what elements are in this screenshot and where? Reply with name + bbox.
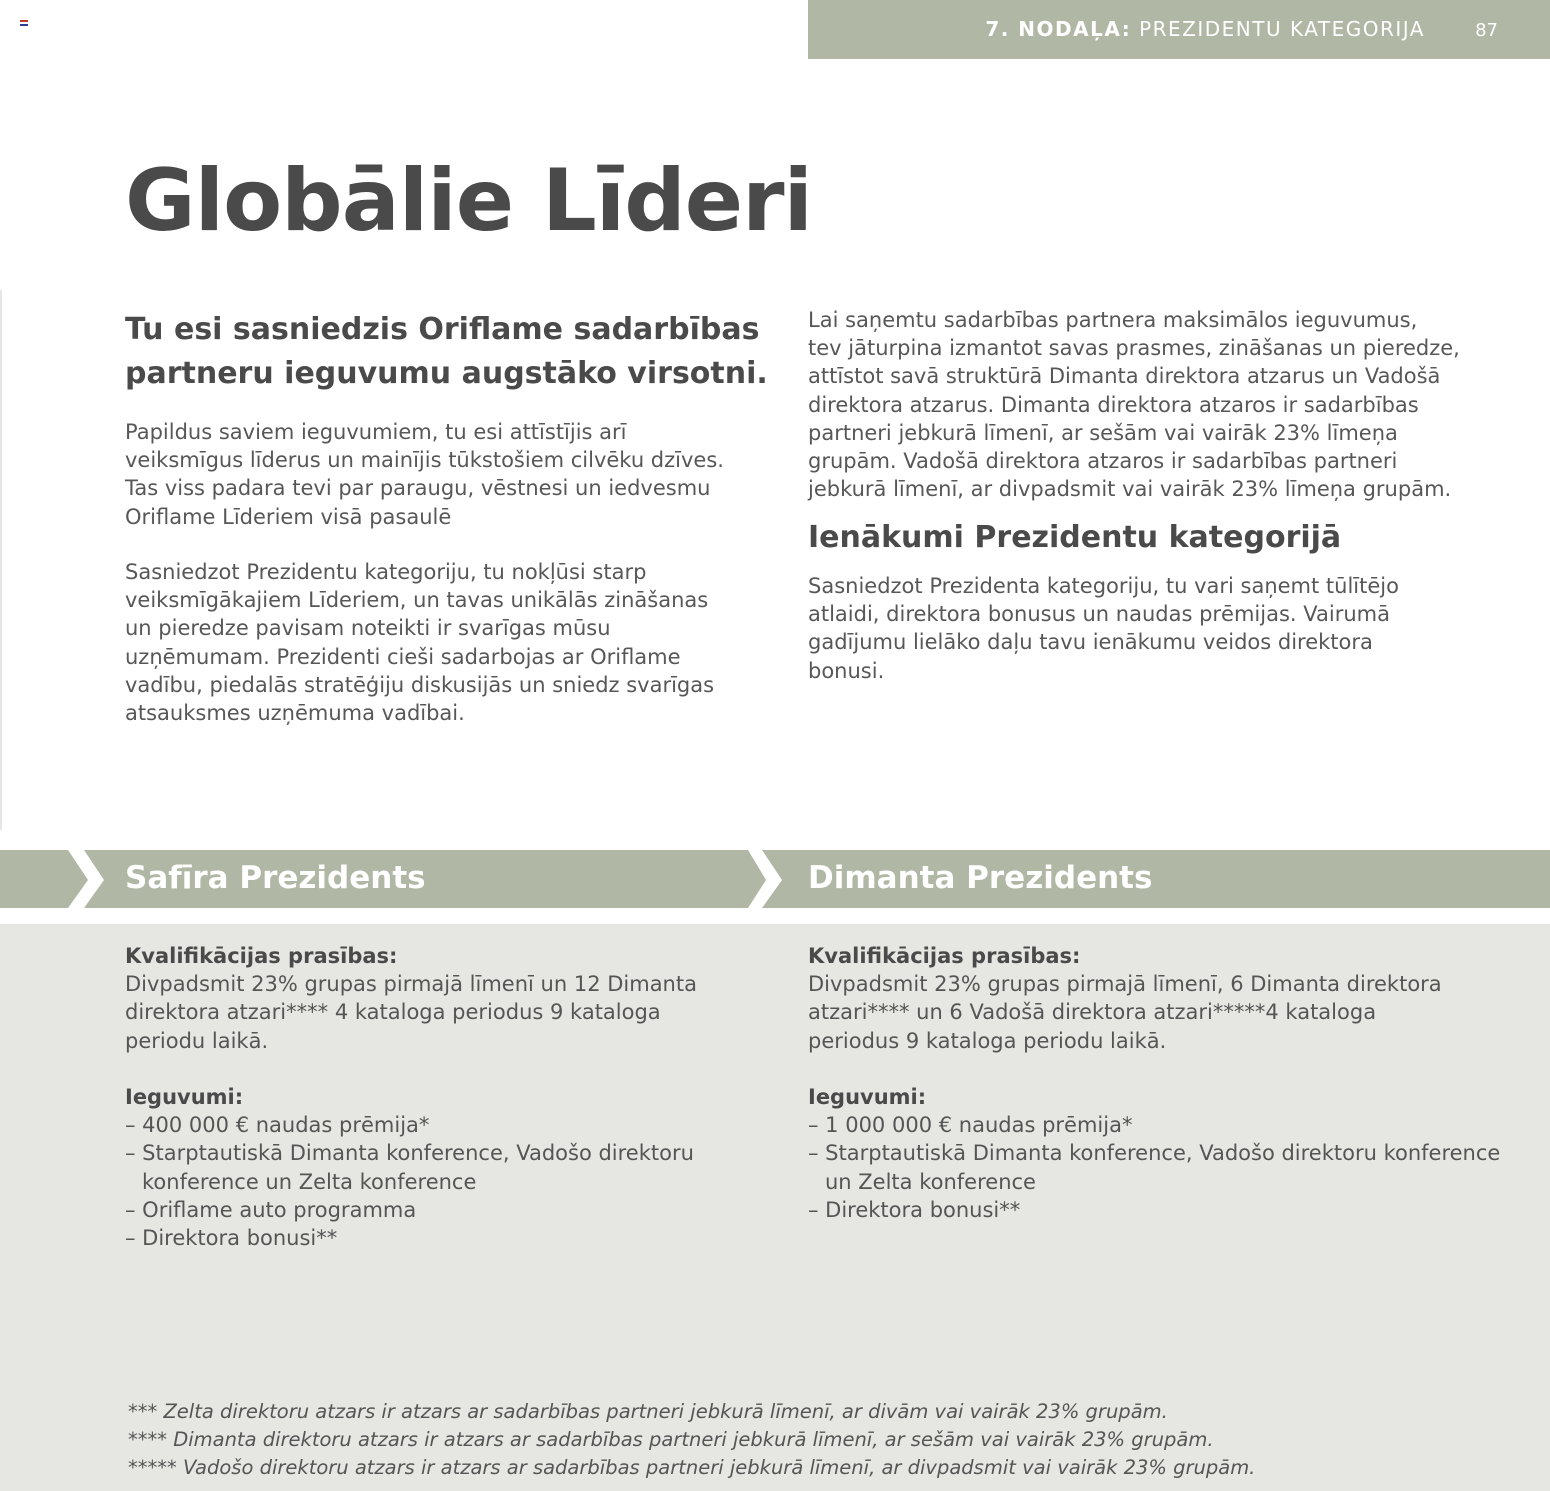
footnote: ***** Vadošo direktoru atzars ir atzars ar sadarbības partneri jebkurā līmenī, ar divpadsmit vai vairāk 23% grupām. [128,1456,1256,1479]
level-title-sapphire: Safīra Prezidents [125,860,426,896]
requirements-heading: Kvalifikācijas prasības: [808,944,1081,968]
benefits-heading: Ieguvumi: [125,1085,244,1109]
benefits-list [125,1111,765,1252]
income-heading: Ienākumi Prezidentu kategorijā [808,520,1342,555]
right-paragraph-2: Sasniedzot Prezidenta kategoriju, tu vari saņemt tūlītējo atlaidi, direktora bonusus un naudas prēmijas. Vairumā gadījumu lielāko daļu tavu ienākumu veidos direktora bonusi. [808,574,1399,683]
footnote: *** Zelta direktoru atzars ir atzars ar sadarbības partneri jebkurā līmenī, ar divām vai vairāk 23% grupām. [128,1400,1168,1423]
level-column-diamond [808,942,1528,1224]
chapter-label: 7. NODAĻA: [985,17,1132,41]
intro-paragraph-2: Sasniedzot Prezidentu kategoriju, tu nokļūsi starp veiksmīgākajiem Līderiem, un tavas unikālās zināšanas un pieredze pavisam noteikti ir svarīgas mūsu uzņēmumam. Prezidenti cieši sadarbojas ar Oriflame vadību, piedalās stratēģiju diskusijās un sniedz svarīgas atsauksmes uzņēmuma vadībai. [125,560,715,726]
lead-heading: Tu esi sasniedzis Oriflame sadarbības partneru ieguvumu augstāko virsotni. [125,312,768,391]
list-item: – Starptautiskā Dimanta konference, Vadošo direktoru konference un Zelta konference [125,1141,694,1194]
benefits-list [808,1111,1528,1224]
chapter-header [808,0,1550,59]
list-item: – Direktora bonusi** [125,1226,338,1251]
requirements-text: Divpadsmit 23% grupas pirmajā līmenī un 12 Dimanta direktora atzari**** 4 kataloga periodus 9 kataloga periodu laikā. [125,972,697,1053]
level-column-sapphire [125,942,765,1252]
footnotes [128,1398,1478,1482]
footnote: **** Dimanta direktoru atzars ir atzars ar sadarbības partneri jebkurā līmenī, ar sešām vai vairāk 23% grupām. [128,1428,1214,1451]
flag-icon [20,20,28,27]
list-item: – 1 000 000 € naudas prēmija* [808,1113,1133,1138]
benefits-heading: Ieguvumi: [808,1085,927,1109]
level-title-band [0,850,1550,910]
chapter-title: PREZIDENTU KATEGORIJA [1139,17,1425,41]
list-item: – 400 000 € naudas prēmija* [125,1113,430,1138]
list-item: – Direktora bonusi** [808,1197,1021,1222]
requirements-heading: Kvalifikācijas prasības: [125,944,398,968]
page-edge-divider [0,290,2,830]
chapter-heading [985,17,1425,41]
right-paragraph-1: Lai saņemtu sadarbības partnera maksimālos ieguvumus, tev jāturpina izmantot savas prasmes, zināšanas un pieredze, attīstot savā struktūrā Dimanta direktora atzarus un Vadošā direktora atzarus. Dimanta direktora atzaros ir sadarbības partneri jebkurā līmenī, ar sešām vai vairāk 23% līmeņa grupām. Vadošā direktora atzaros ir sadarbības partneri jebkurā līmenī, ar divpadsmit vai vairāk 23% līmeņa grupām. [808,308,1460,502]
requirements-text: Divpadsmit 23% grupas pirmajā līmenī, 6 Dimanta direktora atzari**** un 6 Vadošā direktora atzari*****4 kataloga periodus 9 kataloga periodu laikā. [808,972,1442,1053]
list-item: – Oriflame auto programma [125,1197,417,1222]
list-item: – Starptautiskā Dimanta konference, Vadošo direktoru konference un Zelta konference [808,1141,1501,1194]
page-title: Globālie Līderi [125,151,813,251]
level-title-diamond: Dimanta Prezidents [808,860,1153,896]
intro-paragraph-1: Papildus saviem ieguvumiem, tu esi attīstījis arī veiksmīgus līderus un mainījis tūkstošiem cilvēku dzīves. Tas viss padara tevi par paraugu, vēstnesi un iedvesmu Oriflame Līderiem visā pasaulē [125,420,724,529]
page-number: 87 [1475,20,1498,41]
